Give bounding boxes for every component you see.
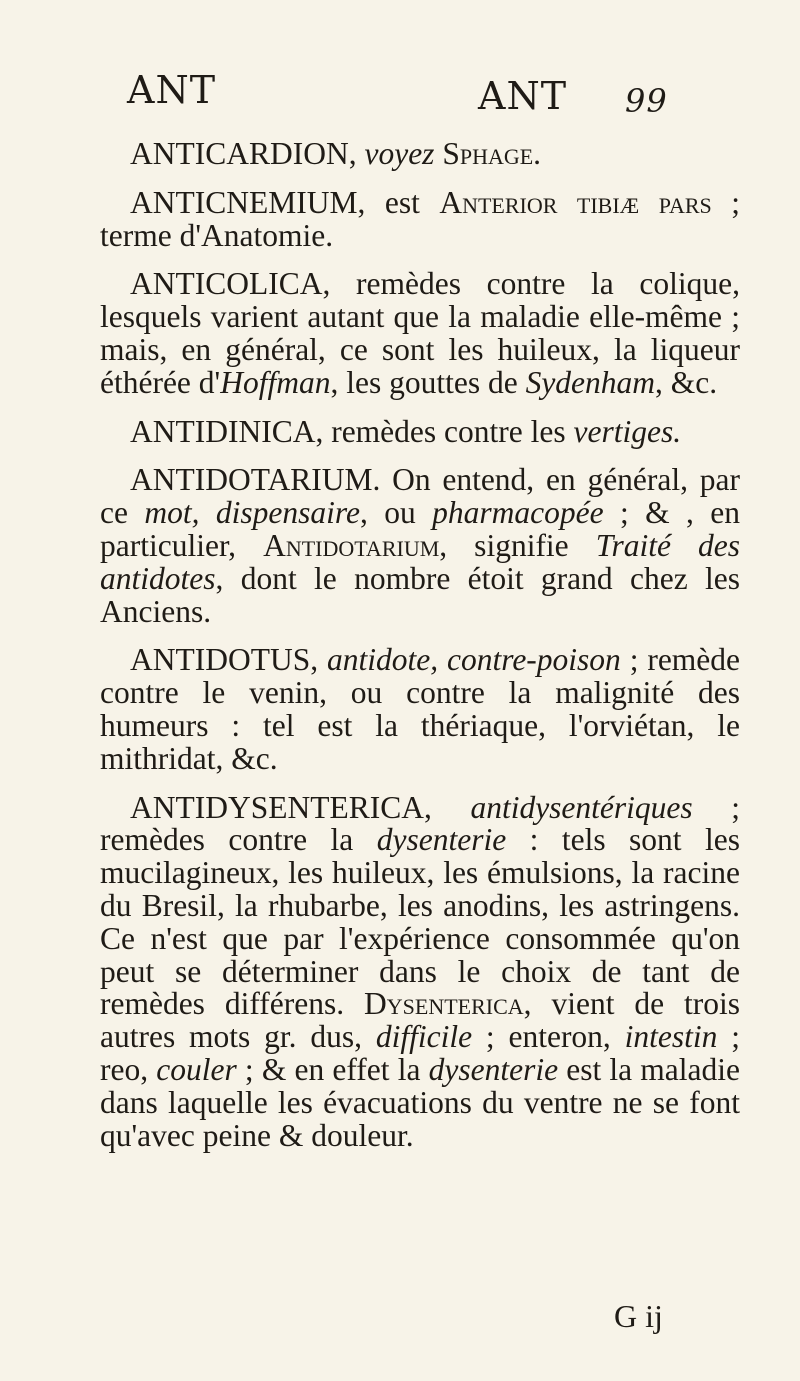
entry-text-segment: Sphage. [434,136,542,171]
running-head-left: ANT [127,68,217,112]
entry-text-segment: , [348,136,365,171]
text-body [100,138,740,1168]
entry-text-segment: ANTIDYSENTERICA, [130,789,471,825]
entry-text-segment: ; terme d'Anatomie. [100,184,740,253]
entry-text-segment: ANTICARDION [130,136,349,171]
entry-text-segment: , les gouttes de [330,364,526,400]
entry-text-segment: ; & , en particulier, [100,495,740,563]
entry-text-segment: antidote, contre-poison [327,642,621,678]
entry-text-segment: ; & en effet la [236,1051,429,1087]
entry-text-segment: antidysentériques [470,789,693,825]
entry-text-segment: , vient de trois autres mots gr. dus, [100,986,741,1055]
entry-text-segment: , &c. [655,364,718,400]
entry-text-segment: , signifie [439,527,596,563]
entry-text-segment: Antidotarium [263,527,440,563]
entry-text-segment: est la maladie dans laquelle les évacuations du ventre ne se font qu'avec peine & douleur. [100,1051,740,1153]
entry-text-segment: : tels sont les mucilagineux, les huileux, les émulsions, la racine du Bresil, la rhubarbe, les anodins, les astringens. Ce n'est que par l'expérience consommée qu'on peut se déterminer dans le choix de tant de remèdes différens. [100,822,740,1022]
running-head-right: ANT [478,74,568,118]
entry-text-segment: ANTIDINICA, remèdes contre les [130,413,574,449]
entry-text-segment: ANTICNEMIUM, est [130,184,440,220]
entry-text-segment: intestin [624,1019,718,1055]
entry-text-segment: Dysenterica [364,986,524,1022]
entry-text-segment: ANTIDOTUS, [130,642,327,678]
entry-text-segment: ; enteron, [472,1019,625,1055]
entry-text-segment: vertiges. [573,413,682,449]
entry-text-segment: , ou [359,495,433,531]
entry-text-segment: mot, dispensaire [144,495,360,531]
entry-anticolica [100,268,740,399]
entry-text-segment: pharmacopée [432,495,604,531]
running-head [123,68,683,128]
entry-text-segment: , dont le nombre étoit grand chez les Anciens. [100,560,740,629]
entry-text-segment: couler [156,1051,237,1087]
entry-antidinica [100,413,740,449]
entry-text-segment: Anterior tibiæ pars [439,184,712,220]
entry-antidysenterica [100,789,741,1153]
entry-text-segment: Traité des antidotes [100,527,740,596]
entry-text-segment: Hoffman [220,364,331,400]
signature-mark: G ij [614,1298,663,1334]
entry-antidotarium [100,464,740,628]
entry-text-segment: ANTIDOTARIUM. On entend, en général, par ce [100,462,740,531]
entry-text-segment: voyez [364,136,435,171]
entry-text-segment: Sydenham [525,364,656,400]
page-number: 99 [625,82,668,120]
entry-text-segment: ; reo, [100,1019,740,1087]
entry-anticnemium [100,184,740,253]
entry-text-segment: dysenterie [376,822,507,858]
entry-antidotus [100,644,740,775]
entry-text-segment: dysenterie [428,1051,559,1087]
entry-text-segment: ; remède contre le venin, ou contre la malignité des humeurs : tel est la thériaque, l'orviétan, le mithridat, &c. [100,642,741,776]
entry-text-segment: ANTICOLICA, remèdes contre la colique, lesquels varient autant que la maladie elle-même ; mais, en général, ce sont les huileux, la liqueur éthérée d' [100,266,740,400]
entry-anticardion [100,138,740,171]
entry-text-segment: ; remèdes contre la [100,789,740,858]
entry-text-segment: difficile [375,1019,473,1055]
